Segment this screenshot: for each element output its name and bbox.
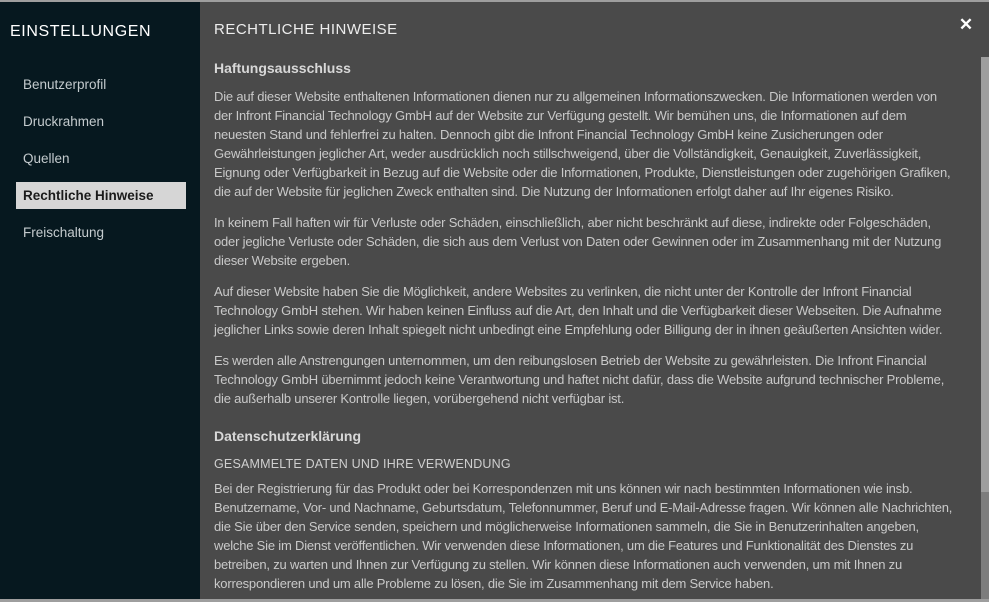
vertical-scrollbar[interactable] bbox=[981, 57, 989, 599]
panel-header bbox=[200, 2, 989, 57]
sub-heading-gesammelte-daten: GESAMMELTE DATEN UND IHRE VERWENDUNG bbox=[214, 457, 511, 471]
close-button[interactable] bbox=[953, 12, 979, 38]
legal-text-body bbox=[200, 57, 989, 593]
section-heading-haftungsausschluss: Haftungsausschluss bbox=[214, 60, 351, 76]
paragraph: Bei der Registrierung für das Produkt oder bei Korrespondenzen mit uns können wir nach bestimmten Informationen wie insb. Benutzername, Vor- und Nachname, Geburtsdatum, Telefonnummer, Beruf und E-Mail-Adresse fragen. Wir können alle Nachrichten, die Sie über den Service senden, speichern und möglicherweise Informationen sammeln, die Sie in Benutzerinhalten angeben, welche Sie im Dienst veröffentlichen. Wir verwenden diese Informationen, um die Features und Funktionalität des Dienstes zu betreiben, zu warten und Ihnen zur Verfügung zu stellen. Wir können diese Informationen auch verwenden, um mit Ihnen zu korrespondieren und um alle Probleme zu lösen, die Sie im Zusammenhang mit dem Service haben. bbox=[214, 481, 953, 591]
sidebar-item-freischaltung[interactable]: Freischaltung bbox=[23, 225, 105, 240]
sidebar-title: EINSTELLUNGEN bbox=[10, 23, 152, 40]
paragraph: In keinem Fall haften wir für Verluste oder Schäden, einschließlich, aber nicht beschränkt auf diese, indirekte oder Folgeschäden, oder jegliche Verluste oder Schäden, die sich aus dem Verlust von Daten oder Gewinnen oder im Zusammenhang mit der Nutzung dieser Website ergeben. bbox=[214, 215, 942, 268]
sidebar-item-druckrahmen[interactable]: Druckrahmen bbox=[23, 114, 105, 129]
section-heading-datenschutzerklaerung: Datenschutzerklärung bbox=[214, 428, 362, 444]
paragraph: Es werden alle Anstrengungen unternommen, um den reibungslosen Betrieb der Website zu gewährleisten. Die Infront Financial Technology GmbH übernimmt jedoch keine Verantwortung und haftet nicht dafür, dass die Website aufgrund technischer Probleme, die außerhalb unserer Kontrolle liegen, vorübergehend nicht verfügbar ist. bbox=[214, 353, 945, 406]
paragraph: Die auf dieser Website enthaltenen Informationen dienen nur zu allgemeinen Informationszwecken. Die Informationen werden von der Infront Financial Technology GmbH auf der Website zur Verfügung gestellt. Wir bemühen uns, die Informationen auf dem neuesten Stand und fehlerfrei zu halten. Dennoch gibt die Infront Financial Technology GmbH keine Zusicherungen oder Gewährleistungen jeglicher Art, weder ausdrücklich noch stillschweigend, über die Vollständigkeit, Genauigkeit, Zuverlässigkeit, Eignung oder Verfügbarkeit in Bezug auf die Website oder die Informationen, Produkte, Dienstleistungen oder zugehörigen Grafiken, die auf der Website für jeglichen Zweck enthalten sind. Die Nutzung der Informationen erfolgt daher auf Ihr eigenes Risiko. bbox=[214, 89, 951, 199]
page-title: RECHTLICHE HINWEISE bbox=[214, 21, 398, 38]
sidebar-item-quellen[interactable]: Quellen bbox=[23, 151, 70, 166]
close-icon: ✕ bbox=[958, 15, 974, 34]
sidebar-item-rechtliche-hinweise[interactable]: Rechtliche Hinweise bbox=[16, 182, 186, 209]
sidebar-item-benutzerprofil[interactable]: Benutzerprofil bbox=[23, 77, 107, 92]
scrollbar-thumb[interactable] bbox=[981, 57, 989, 492]
legal-notices-panel bbox=[200, 2, 989, 599]
settings-sidebar bbox=[0, 2, 200, 599]
paragraph: Auf dieser Website haben Sie die Möglichkeit, andere Websites zu verlinken, die nicht unter der Kontrolle der Infront Financial Technology GmbH stehen. Wir haben keinen Einfluss auf die Art, den Inhalt und die Verfügbarkeit dieser Webseiten. Die Aufnahme jeglicher Links sowie deren Inhalt spiegelt nicht unbedingt eine Empfehlung oder Billigung der in ihnen geäußerten Ansichten wider. bbox=[214, 284, 943, 337]
